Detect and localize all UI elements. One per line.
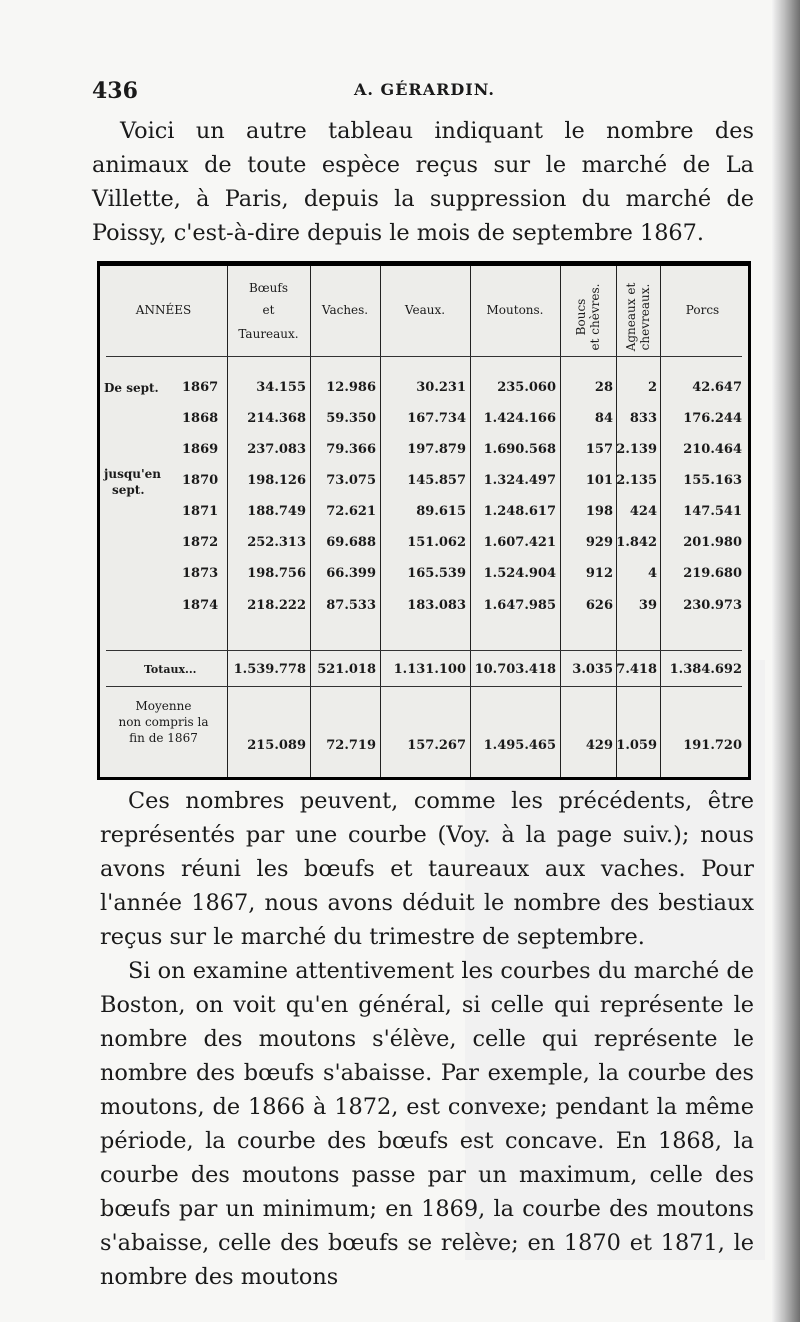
- cell-agneaux: 39: [638, 598, 657, 613]
- average-boucs: 429: [585, 738, 613, 753]
- row-year: 1873: [182, 566, 219, 581]
- paragraph-3-text: Si on examine attentivement les courbes du marché de Boston, on voit qu'en général, si celle qui représente le nombre des moutons s'élève, celle qui représente le nombre des bœufs s'abaisse. Par exemple, la courbe des moutons, de 1866 à 1872, est convexe; pendant la même période, la courbe des bœufs est concave. En 1868, la courbe des moutons passe par un maximum, celle des bœufs par un minimum; en 1869, la courbe des moutons s'abaisse, celle des bœufs se relève; en 1870 et 1871, le nombre des moutons: [100, 958, 754, 1290]
- cell-agneaux: 833: [629, 411, 657, 426]
- cell-porcs: 147.541: [683, 504, 742, 519]
- cell-boucs: 157: [585, 442, 613, 457]
- label-de-sept: De sept.: [104, 381, 159, 395]
- cell-boucs: 101: [585, 473, 613, 488]
- cell-veaux: 30.231: [416, 380, 466, 395]
- header-annees: ANNÉES: [135, 303, 192, 317]
- cell-veaux: 145.857: [407, 473, 466, 488]
- cell-veaux: 197.879: [407, 442, 466, 457]
- cell-porcs: 176.244: [683, 411, 742, 426]
- cell-boeufs: 218.222: [247, 598, 306, 613]
- cell-moutons: 1.607.421: [483, 535, 556, 550]
- cell-boeufs: 34.155: [256, 380, 306, 395]
- cell-moutons: 235.060: [497, 380, 556, 395]
- page-number: 436: [92, 78, 138, 104]
- paragraph-2: [100, 784, 754, 954]
- cell-boucs: 84: [594, 411, 613, 426]
- total-porcs: 1.384.692: [669, 662, 742, 677]
- paragraph-2-text: Ces nombres peuvent, comme les précédents, être représentés par une courbe (Voy. à la page suiv.); nous avons réuni les bœufs et taureaux aux vaches. Pour l'année 1867, nous avons déduit le nombre des bestiaux reçus sur le marché du trimestre de septembre.: [100, 788, 754, 950]
- header-agneaux: [624, 277, 652, 357]
- cell-vaches: 59.350: [326, 411, 376, 426]
- running-title: A. GÉRARDIN.: [354, 80, 495, 99]
- cell-boeufs: 198.126: [247, 473, 306, 488]
- label-sept: sept.: [112, 483, 145, 497]
- col-divider: [380, 266, 381, 777]
- total-moutons: 10.703.418: [474, 662, 556, 677]
- col-divider: [310, 266, 311, 777]
- col-divider: [660, 266, 661, 777]
- cell-boeufs: 198.756: [247, 566, 306, 581]
- livestock-table: [97, 261, 751, 780]
- row-year: 1867: [182, 380, 219, 395]
- cell-porcs: 155.163: [683, 473, 742, 488]
- label-jusquen: jusqu'en: [104, 467, 161, 481]
- cell-boucs: 28: [594, 380, 613, 395]
- cell-veaux: 151.062: [407, 535, 466, 550]
- cell-moutons: 1.524.904: [483, 566, 556, 581]
- row-year: 1872: [182, 535, 219, 550]
- average-vaches: 72.719: [326, 738, 376, 753]
- cell-moutons: 1.248.617: [483, 504, 556, 519]
- average-veaux: 157.267: [407, 738, 466, 753]
- header-boucs-1: Boucs: [574, 298, 588, 336]
- cell-boeufs: 252.313: [247, 535, 306, 550]
- cell-vaches: 87.533: [326, 598, 376, 613]
- row-year: 1874: [182, 598, 219, 613]
- cell-vaches: 73.075: [326, 473, 376, 488]
- cell-moutons: 1.647.985: [483, 598, 556, 613]
- cell-vaches: 69.688: [326, 535, 376, 550]
- page-header: [92, 78, 742, 108]
- cell-porcs: 201.980: [683, 535, 742, 550]
- cell-agneaux: 1.842: [616, 535, 657, 550]
- average-label-2: non compris la: [118, 715, 209, 729]
- cell-porcs: 210.464: [683, 442, 742, 457]
- average-label-3: fin de 1867: [129, 731, 198, 745]
- header-veaux: Veaux.: [404, 303, 446, 317]
- col-divider: [560, 266, 561, 777]
- cell-agneaux: 2.135: [616, 473, 657, 488]
- cell-boucs: 929: [585, 535, 613, 550]
- cell-moutons: 1.424.166: [483, 411, 556, 426]
- average-agneaux: 1.059: [616, 738, 657, 753]
- row-year: 1869: [182, 442, 219, 457]
- total-boucs: 3.035: [572, 662, 613, 677]
- cell-boucs: 912: [585, 566, 613, 581]
- cell-agneaux: 2: [647, 380, 657, 395]
- cell-veaux: 183.083: [407, 598, 466, 613]
- row-year: 1871: [182, 504, 219, 519]
- average-moutons: 1.495.465: [483, 738, 556, 753]
- cell-vaches: 66.399: [326, 566, 376, 581]
- intro-text: Voici un autre tableau indiquant le nombre des animaux de toute espèce reçus sur le marché de La Villette, à Paris, depuis la suppression du marché de Poissy, c'est-à-dire depuis le mois de septembre 1867.: [92, 118, 754, 246]
- header-agneaux-2: chevreaux.: [638, 283, 652, 351]
- header-boucs: [574, 277, 602, 357]
- cell-porcs: 42.647: [692, 380, 742, 395]
- col-divider: [227, 266, 228, 777]
- row-year: 1868: [182, 411, 219, 426]
- header-moutons: Moutons.: [486, 303, 544, 317]
- cell-veaux: 167.734: [407, 411, 466, 426]
- header-porcs: Porcs: [685, 303, 720, 317]
- cell-agneaux: 424: [629, 504, 657, 519]
- header-boeufs-3: Taureaux.: [238, 327, 299, 341]
- cell-agneaux: 2.139: [616, 442, 657, 457]
- cell-vaches: 12.986: [326, 380, 376, 395]
- total-veaux: 1.131.100: [393, 662, 466, 677]
- cell-boucs: 198: [585, 504, 613, 519]
- cell-boucs: 626: [585, 598, 613, 613]
- average-label-1: Moyenne: [135, 699, 192, 713]
- cell-moutons: 1.690.568: [483, 442, 556, 457]
- total-agneaux: 7.418: [616, 662, 657, 677]
- average-porcs: 191.720: [683, 738, 742, 753]
- average-boeufs: 215.089: [247, 738, 306, 753]
- cell-vaches: 79.366: [326, 442, 376, 457]
- col-divider: [616, 266, 617, 777]
- cell-boeufs: 214.368: [247, 411, 306, 426]
- page-edge-shadow: [772, 0, 800, 1322]
- cell-agneaux: 4: [647, 566, 657, 581]
- header-boeufs-2: et: [262, 303, 275, 317]
- total-vaches: 521.018: [317, 662, 376, 677]
- cell-veaux: 165.539: [407, 566, 466, 581]
- cell-moutons: 1.324.497: [483, 473, 556, 488]
- average-rule: [106, 686, 742, 687]
- total-boeufs: 1.539.778: [233, 662, 306, 677]
- cell-vaches: 72.621: [326, 504, 376, 519]
- cell-boeufs: 237.083: [247, 442, 306, 457]
- paragraph-3: [100, 954, 754, 1294]
- header-vaches: Vaches.: [321, 303, 369, 317]
- row-year: 1870: [182, 473, 219, 488]
- header-agneaux-1: Agneaux et: [624, 282, 638, 352]
- cell-porcs: 219.680: [683, 566, 742, 581]
- col-divider: [470, 266, 471, 777]
- cell-veaux: 89.615: [416, 504, 466, 519]
- header-boeufs-1: Bœufs: [248, 281, 288, 295]
- totals-rule: [106, 650, 742, 651]
- cell-boeufs: 188.749: [247, 504, 306, 519]
- cell-porcs: 230.973: [683, 598, 742, 613]
- totals-label: Totaux...: [144, 663, 197, 676]
- header-boucs-2: et chèvres.: [588, 283, 602, 351]
- intro-paragraph: [92, 114, 754, 250]
